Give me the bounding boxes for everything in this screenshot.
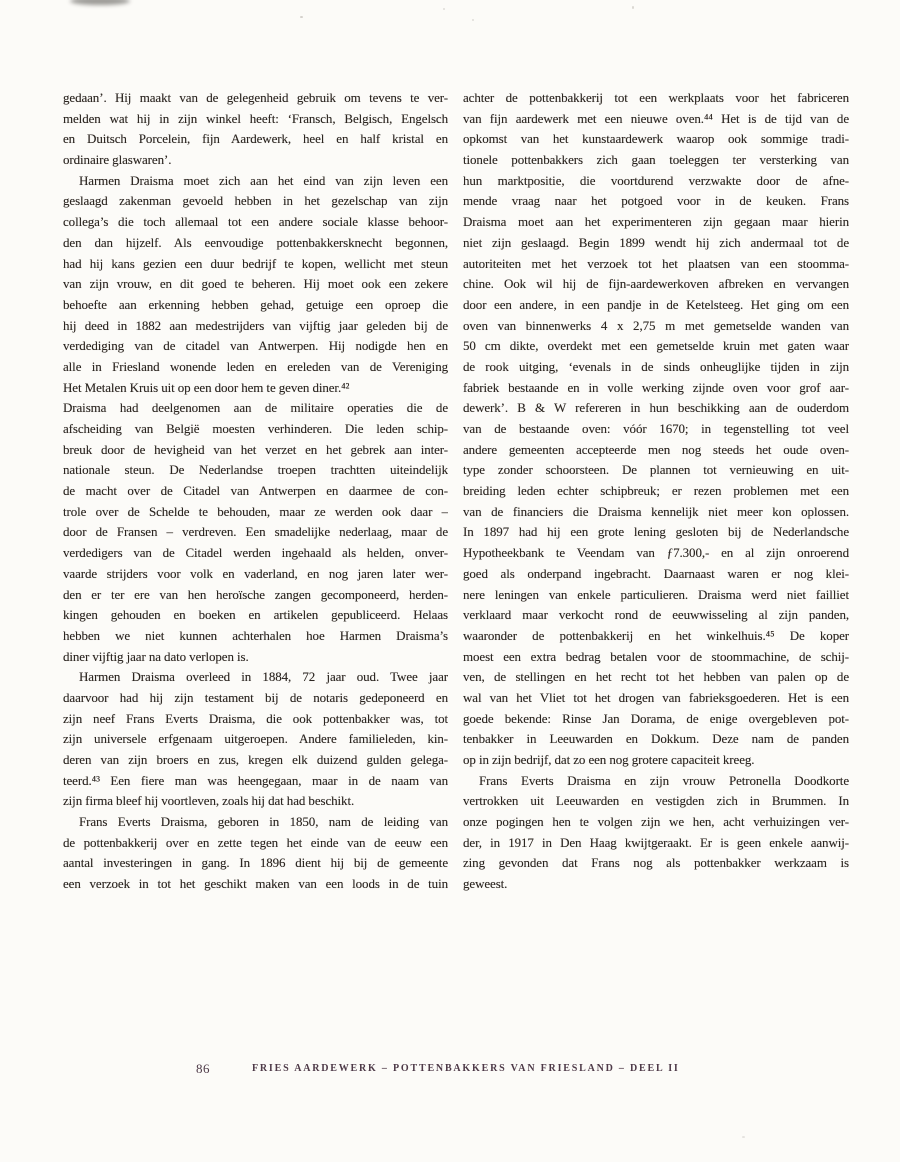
text-line: onze pogingen hen te volgen zijn we hen, acht verhuizingen ver-	[463, 814, 849, 830]
text-line: kingen gehouden en boeken en artikelen gepubliceerd. Helaas	[63, 607, 448, 623]
scan-speck	[300, 16, 303, 18]
text-line: goed als onderpand ingebracht. Daarnaast waren er nog klei-	[463, 565, 849, 581]
scan-smudge	[70, 0, 130, 5]
text-line: wal van het Vliet tot het drogen van fabrieksgoederen. Het is een	[463, 689, 849, 705]
text-line: behoefte aan erkenning hebben gehad, getuige een oproep die	[63, 296, 448, 312]
text-line: chine. Ook wil hij de fijn-aardewerkoven afbreken en vervangen	[463, 276, 849, 292]
scan-speck	[632, 6, 634, 9]
text-line: op in zijn bedrijf, dat zo een nog grotere capaciteit kreeg.	[463, 752, 755, 767]
text-line: deren van zijn broers en zus, kregen elk duizend gulden gelega-	[63, 752, 448, 767]
paragraph	[63, 812, 448, 895]
text-line: de rook uitging, ‘evenals in de sinds onheuglijke tijden in zijn	[463, 358, 849, 374]
text-line: gedaan’. Hij maakt van de gelegenheid gebruik om tevens te ver-	[63, 90, 448, 105]
text-line: diner vijftig jaar na dato verlopen is.	[63, 648, 249, 664]
text-line: verdedigers van de Citadel werden ingehaald als helden, onver-	[63, 545, 448, 561]
text-column-left	[63, 88, 448, 895]
page-number: 86	[196, 1061, 210, 1076]
text-line: aantal investeringen in gang. In 1896 dient hij bij de gemeente	[63, 855, 448, 871]
text-line: hebben we niet kunnen achterhalen hoe Harmen Draisma’s	[63, 627, 448, 643]
text-line: der, in 1917 in Den Haag kwijtgeraakt. Er is geen enkele aanwij-	[463, 834, 849, 850]
text-line: oven van binnenwerks 4 x 2,75 m met gemetselde wanden van	[463, 317, 849, 333]
text-line: verdediging van de citadel van Antwerpen. Hij nodigde hen en	[63, 338, 448, 354]
text-line: Het Metalen Kruis uit op een door hem te geven diner.⁴²	[63, 379, 350, 395]
text-line: breiding leden echter schipbreuk; er rezen problemen met een	[463, 483, 849, 499]
text-line: den er ter ere van hen heroïsche zangen gecomponeerd, herden-	[63, 586, 448, 602]
text-line: de pottenbakkerij over en zette tegen het einde van de eeuw een	[63, 834, 448, 850]
text-line: tionele pottenbakkers zich gaan toeleggen ter versterking van	[463, 152, 849, 168]
text-line: van zijn vrouw, en dit goed te beheren. Hij moet ook een zekere	[63, 276, 448, 292]
text-line: type zonder schoorsteen. De plannen tot vernieuwing en uit-	[463, 462, 849, 478]
text-line: hij deed in 1882 aan medestrijders van vijftig jaar geleden bij de	[63, 317, 448, 333]
text-line: een verzoek in tot het geschikt maken van een loods in de tuin	[63, 876, 448, 892]
text-line: daarvoor had hij zijn testament bij de notaris gedeponeerd en	[63, 689, 448, 705]
text-column-right	[463, 88, 849, 895]
text-line: nationale steun. De Nederlandse troepen trachtten uiteindelijk	[63, 462, 448, 478]
text-line: opkomst van het kunstaardewerk waarop ook sommige tradi-	[463, 131, 849, 147]
text-line: en Duitsch Porcelein, fijn Aardewerk, heel en half kristal en	[63, 131, 448, 147]
text-line: fabriek bestaande en in volle werking zijnde oven voor grof aar-	[463, 379, 849, 395]
text-line: breuk door de hevigheid van het verzet en het gebrek aan inter-	[63, 441, 448, 457]
text-line: goede bekende: Rinse Jan Dorama, de enige overgebleven pot-	[463, 710, 849, 726]
text-line: achter de pottenbakkerij tot een werkplaats voor het fabriceren	[463, 90, 849, 105]
text-line: Draisma moet aan het experimenteren zijn gegaan maar hierin	[463, 214, 849, 230]
text-line: moest een extra bedrag betalen voor de stoommachine, de schij-	[463, 648, 849, 664]
paragraph	[63, 171, 448, 399]
text-line: zijn firma bleef hij voortleven, zoals hij dat had beschikt.	[63, 793, 355, 809]
text-line: niet zijn geslaagd. Begin 1899 wendt hij zich andermaal tot de	[463, 234, 849, 250]
text-line: van fijn aardewerk met een nieuwe oven.⁴⁴ Het is de tijd van de	[463, 110, 849, 126]
text-line: trole over de Schelde te behouden, maar ze werden ook daar –	[63, 503, 448, 519]
text-line: den dan hijzelf. Als eenvoudige pottenbakkersknecht begonnen,	[63, 234, 448, 250]
text-line: de macht over de Citadel van Antwerpen en daarmee de con-	[63, 483, 448, 499]
text-line: door een andere, in een pandje in de Ketelsteeg. Het ging om een	[463, 296, 849, 312]
paragraph	[63, 398, 448, 667]
running-title: FRIES AARDEWERK – POTTENBAKKERS VAN FRIESLAND – DEEL II	[252, 1063, 680, 1074]
text-line: door de Fransen – verdreven. Een smadelijke nederlaag, maar de	[63, 524, 448, 540]
paragraph	[463, 88, 849, 771]
paragraph	[463, 771, 849, 895]
scan-speck	[472, 19, 474, 21]
text-line: zijn neef Frans Everts Draisma, die ook pottenbakker was, tot	[63, 710, 448, 726]
scan-speck	[443, 8, 445, 10]
text-line: Harmen Draisma moet zich aan het eind van zijn leven een	[79, 172, 448, 188]
text-line: vertrokken uit Leeuwarden en vestigden zich in Brummen. In	[463, 793, 849, 809]
text-line: hun marktpositie, die voortdurend verzwakte door de afne-	[463, 172, 849, 188]
text-line: Frans Everts Draisma en zijn vrouw Petronella Doodkorte	[479, 772, 849, 788]
text-line: nere leningen van enkele particulieren. Draisma werd niet failliet	[463, 586, 849, 602]
paragraph	[63, 88, 448, 171]
text-line: 50 cm dikte, overdekt met een gemetselde kruin met gaten waar	[463, 338, 849, 354]
text-line: ordinaire glaswaren’.	[63, 152, 172, 168]
scan-speck	[742, 1136, 745, 1138]
text-line: vaarde strijders voor volk en vaderland, en nog jaren later wer-	[63, 565, 448, 581]
text-line: Frans Everts Draisma, geboren in 1850, nam de leiding van	[79, 814, 448, 830]
text-line: autoriteiten met het verzoek tot het plaatsen van een stoomma-	[463, 255, 849, 271]
text-line: melden wat hij in zijn winkel heeft: ‘Fransch, Belgisch, Engelsch	[63, 110, 448, 126]
text-line: waaronder de pottenbakkerij en het winkelhuis.⁴⁵ De koper	[463, 627, 849, 643]
text-line: zing gevonden dat Frans nog als pottenbakker werkzaam is	[463, 855, 849, 871]
text-line: collega’s die toch allemaal tot een andere sociale klasse behoor-	[63, 214, 448, 230]
text-line: van de financiers die Draisma kennelijk niet meer kon oplossen.	[463, 503, 849, 519]
text-line: Hypotheekbank te Veendam van ƒ7.300,- en al zijn onroerend	[463, 545, 849, 561]
text-line: ven, de stellingen en het recht tot het hebben van palen op de	[463, 669, 849, 685]
text-line: Draisma had deelgenomen aan de militaire operaties die de	[63, 400, 448, 416]
text-line: verklaard maar verkocht rond de eeuwwisseling al zijn panden,	[463, 607, 849, 623]
text-line: In 1897 had hij een grote lening gesloten bij de Nederlandsche	[463, 524, 849, 540]
text-line: tenbakker in Leeuwarden en Dokkum. Deze nam de panden	[463, 731, 849, 747]
text-line: teerd.⁴³ Een fiere man was heengegaan, maar in de naam van	[63, 772, 448, 788]
text-line: geslaagd zakenman gevoeld hebben in het gezelschap van zijn	[63, 193, 448, 209]
text-line: zijn universele erfgenaam uitgeroepen. Andere familieleden, kin-	[63, 731, 448, 747]
text-line: dewerk’. B & W refereren in hun beschikking aan de ouderdom	[463, 400, 849, 416]
text-line: afscheiding van België moesten verhinderen. Die leden schip-	[63, 421, 448, 436]
text-line: alle in Friesland wonende leden en ereleden van de Vereniging	[63, 358, 448, 374]
text-line: mende vraag naar het potgoed voor in de keuken. Frans	[463, 193, 849, 209]
paragraph	[63, 667, 448, 812]
text-line: had hij kans gezien een duur bedrijf te kopen, wellicht met steun	[63, 255, 448, 271]
text-line: andere gemeenten accepteerde men nog steeds het oude oven-	[463, 441, 849, 457]
text-line: geweest.	[463, 876, 508, 892]
text-line: van de bestaande oven: vóór 1670; in tegenstelling tot veel	[463, 421, 849, 436]
text-line: Harmen Draisma overleed in 1884, 72 jaar oud. Twee jaar	[79, 669, 448, 685]
